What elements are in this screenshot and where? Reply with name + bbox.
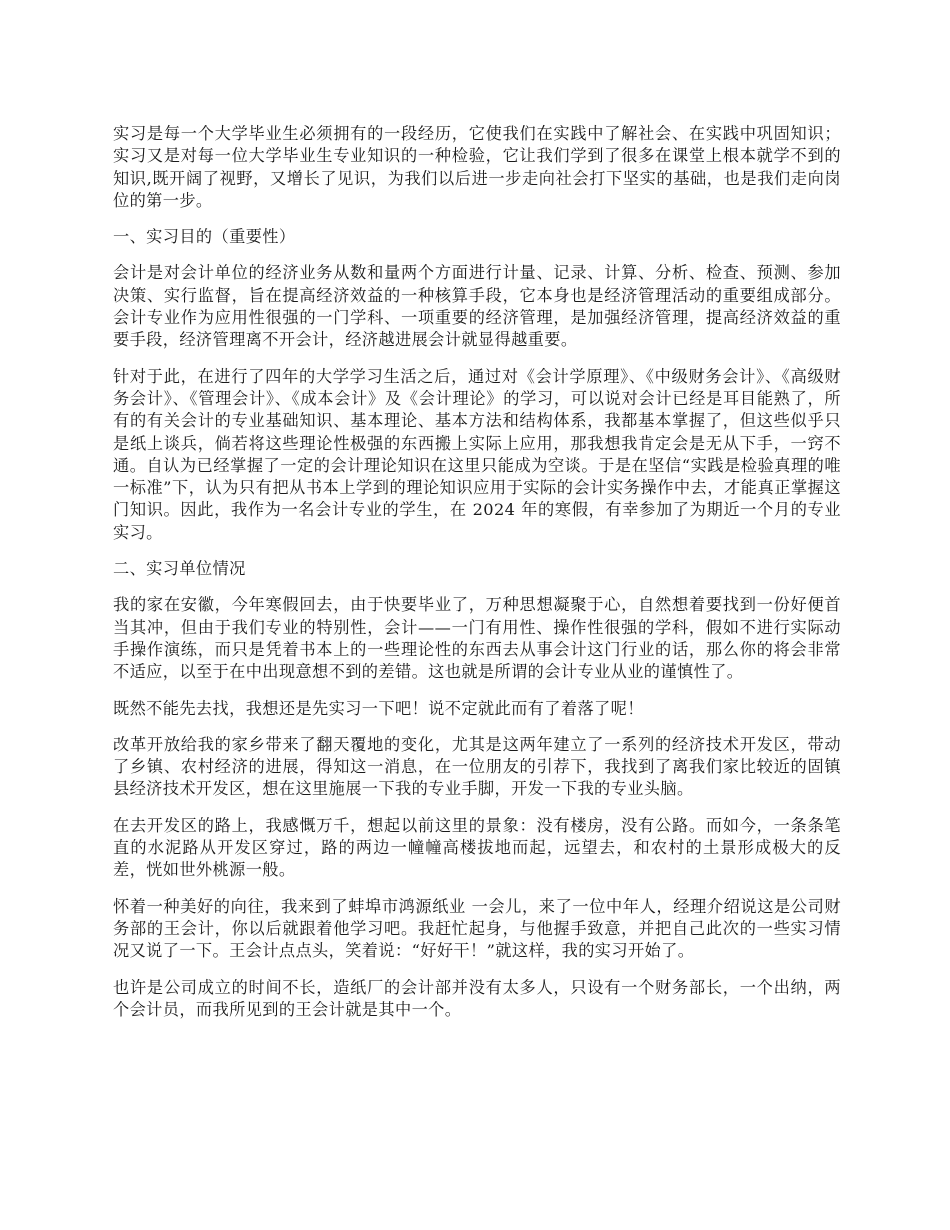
body-paragraph: 改革开放给我的家乡带来了翻天覆地的变化，尤其是这两年建立了一系列的经济技术开发区，带动了乡镇、农村经济的进展，得知这一消息，在一位朋友的引荐下，我找到了离我们家比较近的固镇县经济技术开发区，想在这里施展一下我的专业手脚，开发一下我的专业头脑。: [113, 734, 841, 799]
section-heading-unit: 二、实习单位情况: [113, 559, 246, 579]
intro-paragraph: 实习是每一个大学毕业生必须拥有的一段经历，它使我们在实践中了解社会、在实践中巩固知识；实习又是对每一位大学毕业生专业知识的一种检验，它让我们学到了很多在课堂上根本就学不到的知识,既开阔了视野，又增长了见识，为我们以后进一步走向社会打下坚实的基础，也是我们走向岗位的第一步。: [113, 124, 841, 210]
body-paragraph: 在去开发区的路上，我感慨万千，想起以前这里的景象：没有楼房，没有公路。而如今，一条条笔直的水泥路从开发区穿过，路的两边一幢幢高楼拔地而起，远望去，和农村的土景形成极大的反差，恍如世外桃源一般。: [113, 815, 841, 880]
body-paragraph: 会计是对会计单位的经济业务从数和量两个方面进行计量、记录、计算、分析、检查、预测、参加决策、实行监督，旨在提高经济效益的一种核算手段，它本身也是经济管理活动的重要组成部分。会计专业作为应用性很强的一门学科、一项重要的经济管理，是加强经济管理，提高经济效益的重要手段，经济管理离不开会计，经济越进展会计就显得越重要。: [113, 263, 841, 350]
body-paragraph: 针对于此，在进行了四年的大学学习生活之后，通过对《会计学原理》、《中级财务会计》、《高级财务会计》、《管理会计》、《成本会计》及《会计理论》的学习，可以说对会计已经是耳目能熟了，所有的有关会计的专业基础知识、基本理论、基本方法和结构体系，我都基本掌握了，但这些似乎只是纸上谈兵，倘若将这些理论性极强的东西搬上实际上应用，那我想我肯定会是无从下手，一窍不通。自认为已经掌握了一定的会计理论知识在这里只能成为空谈。于是在坚信“实践是检验真理的唯一标准”下，认为只有把从书本上学到的理论知识应用于实际的会计实务操作中去，才能真正掌握这门知识。因此，我作为一名会计专业的学生，在 2024 年的寒假，有幸参加了为期近一个月的专业实习。: [113, 366, 841, 542]
document-page: [113, 123, 841, 1035]
body-paragraph: 我的家在安徽，今年寒假回去，由于快要毕业了，万种思想凝聚于心，自然想着要找到一份好便首当其冲，但由于我们专业的特别性，会计——一门有用性、操作性很强的学科，假如不进行实际动手操作演练，而只是凭着书本上的一些理论性的东西去从事会计这门行业的话，那么你的将会非常不适应，以至于在中出现意想不到的差错。这也就是所谓的会计专业从业的谨慎性了。: [113, 595, 841, 682]
body-paragraph: 怀着一种美好的向往，我来到了蚌埠市鸿源纸业 一会儿，来了一位中年人，经理介绍说这是公司财务部的王会计，你以后就跟着他学习吧。我赶忙起身，与他握手致意，并把自己此次的一些实习情况又说了一下。王会计点点头，笑着说：“好好干！”就这样，我的实习开始了。: [113, 896, 841, 961]
body-paragraph: 也许是公司成立的时间不长，造纸厂的会计部并没有太多人，只设有一个财务部长，一个出纳，两个会计员，而我所见到的王会计就是其中一个。: [113, 977, 841, 1019]
body-paragraph: 既然不能先去找，我想还是先实习一下吧！说不定就此而有了着落了呢！: [113, 698, 644, 718]
section-heading-purpose: 一、实习目的（重要性）: [113, 227, 296, 247]
